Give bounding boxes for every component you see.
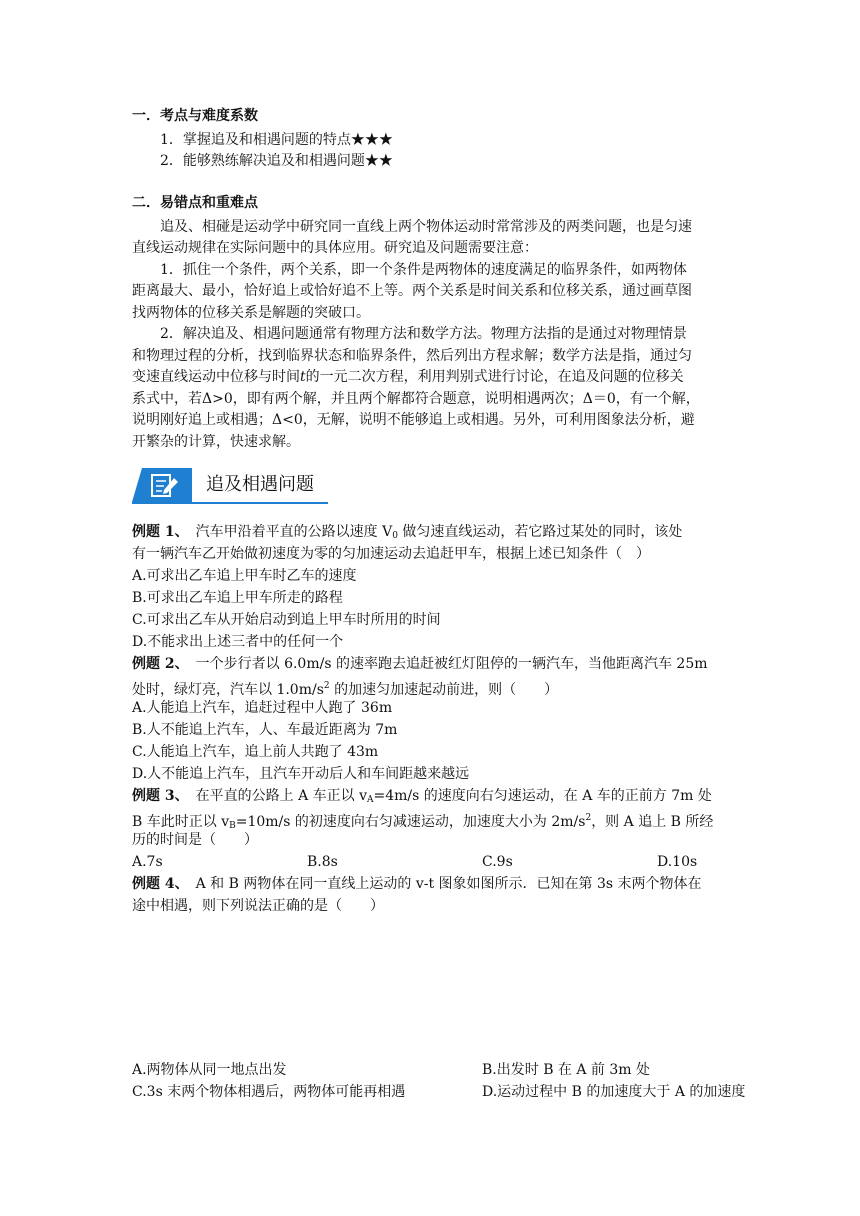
example-3-option-c: C.9s (482, 854, 513, 870)
example-4-option-d: D.运动过程中 B 的加速度大于 A 的加速度 (482, 1084, 746, 1100)
para-1-line-2: 直线运动规律在实际问题中的具体应用。研究追及问题需要注意： (132, 240, 538, 256)
para-3-line-3 (132, 367, 684, 387)
example-3-text-d: =10m/s 的初速度向右匀减速运动，加速度大小为 2m/s (235, 814, 586, 830)
example-4-options-row-1 (132, 1060, 752, 1080)
example-4-label: 例题 4、 (132, 876, 182, 892)
example-3-option-a: A.7s (132, 854, 163, 870)
section-1-title: 一．考点与难度系数 (132, 108, 258, 124)
section-2-title: 二．易错点和重难点 (132, 195, 258, 211)
example-3-text-b: =4m/s 的速度向右匀速运动，在 A 车的正前方 7m 处 (373, 788, 712, 804)
example-3-line-1 (132, 786, 712, 810)
example-4-option-b: B.出发时 B 在 A 前 3m 处 (482, 1062, 651, 1078)
example-4-options-row-2 (132, 1082, 752, 1102)
example-1-option-c: C.可求出乙车从开始启动到追上甲车时所用的时间 (132, 612, 441, 628)
example-4-option-c: C.3s 末两个物体相遇后，两物体可能再相遇 (132, 1084, 406, 1100)
example-2-line-1 (132, 654, 708, 674)
notepad-pencil-icon (132, 468, 192, 502)
example-2-option-d: D.人不能追上汽车，且汽车开动后人和车间距越来越远 (132, 766, 470, 782)
example-1-line-1 (132, 522, 682, 546)
example-4-line-2: 途中相遇，则下列说法正确的是（ ） (132, 898, 384, 914)
example-1-option-a: A.可求出乙车追上甲车时乙车的速度 (132, 568, 357, 584)
para-3-line-2: 和物理过程的分析，找到临界状态和临界条件，然后列出方程求解；数学方法是指，通过匀 (132, 348, 692, 364)
example-2-line-2 (132, 676, 558, 700)
example-2-option-c: C.人能追上汽车，追上前人共跑了 43m (132, 744, 379, 760)
para-3-text-b: 的一元二次方程，利用判别式进行讨论，在追及问题的位移关 (305, 369, 684, 385)
example-2-label: 例题 2、 (132, 656, 182, 672)
para-2-line-2: 距离最大、最小，恰好追上或恰好追不上等。两个关系是时间关系和位移关系，通过画草图 (132, 283, 692, 299)
para-3-line-1: 2．解决追及、相遇问题通常有物理方法和数学方法。物理方法指的是通过对物理情景 (160, 326, 687, 342)
section-1-item-1: 1．掌握追及和相遇问题的特点★★★ (160, 132, 393, 148)
example-4-text: A 和 B 两物体在同一直线上运动的 v-t 图象如图所示．已知在第 3s 末两个物体在 (195, 876, 702, 892)
example-4-option-a: A.两物体从同一地点出发 (132, 1062, 287, 1078)
example-3-option-b: B.8s (307, 854, 338, 870)
variable-t: t (300, 369, 306, 385)
example-2-option-b: B.人不能追上汽车，人、车最近距离为 7m (132, 722, 398, 738)
section-1-item-2: 2．能够熟练解决追及和相遇问题★★ (160, 153, 393, 169)
banner-underline (132, 502, 328, 504)
para-3-text-a: 变速直线运动中位移与时间 (132, 369, 300, 385)
example-3-line-3: 历的时间是（ ） (132, 832, 258, 848)
example-3-options (132, 852, 752, 872)
example-3-superscript: 2 (585, 813, 592, 823)
para-3-line-6: 开繁杂的计算，快速求解。 (132, 434, 300, 450)
example-2-text-b: 的加速匀加速起动前进，则（ ） (329, 682, 559, 698)
example-4-line-1 (132, 874, 702, 894)
banner-badge (132, 468, 192, 502)
example-2-superscript: 2 (323, 681, 330, 691)
para-1-line-1: 追及、相碰是运动学中研究同一直线上两个物体运动时常常涉及的两类问题，也是匀速 (160, 219, 692, 235)
example-2-option-a: A.人能追上汽车，追赶过程中人跑了 36m (132, 700, 393, 716)
example-3-text-e: ，则 A 追上 B 所经 (591, 814, 714, 830)
example-1-subscript: 0 (392, 531, 398, 541)
para-3-line-5: 说明刚好追上或相遇；Δ<0，无解，说明不能够追上或相遇。另外，可利用图象法分析，避 (132, 412, 695, 428)
example-3-text-a: 在平直的公路上 A 车正以 v (195, 788, 367, 804)
example-1-line-2: 有一辆汽车乙开始做初速度为零的匀加速运动去追赶甲车，根据上述已知条件（ ） (132, 546, 650, 562)
example-3-option-d: D.10s (657, 854, 698, 870)
example-3-subscript-a: A (367, 795, 374, 805)
para-3-line-4: 系式中，若Δ>0，即有两个解，并且两个解都符合题意，说明相遇两次；Δ＝0，有一个解， (132, 391, 700, 407)
section-banner (132, 466, 332, 506)
example-1-label: 例题 1、 (132, 524, 182, 540)
example-1-text-b: 做匀速直线运动，若它路过某处的同时，该处 (397, 524, 683, 540)
example-1-text-a: 汽车甲沿着平直的公路以速度 V (195, 524, 393, 540)
example-3-text-c: B 车此时正以 v (132, 814, 230, 830)
example-2-text-a: 处时，绿灯亮，汽车以 1.0m/s (132, 682, 324, 698)
example-2-text: 一个步行者以 6.0m/s 的速率跑去追赶被红灯阻停的一辆汽车，当他距离汽车 25m (195, 656, 708, 672)
banner-title: 追及相遇问题 (206, 474, 314, 495)
para-2-line-3: 找两物体的位移关系是解题的突破口。 (132, 305, 370, 321)
example-1-option-d: D.不能求出上述三者中的任何一个 (132, 634, 344, 650)
example-3-subscript-b: B (229, 821, 236, 831)
example-3-label: 例题 3、 (132, 788, 182, 804)
example-1-option-b: B.可求出乙车追上甲车所走的路程 (132, 590, 343, 606)
para-2-line-1: 1．抓住一个条件，两个关系，即一个条件是两物体的速度满足的临界条件，如两物体 (160, 262, 687, 278)
